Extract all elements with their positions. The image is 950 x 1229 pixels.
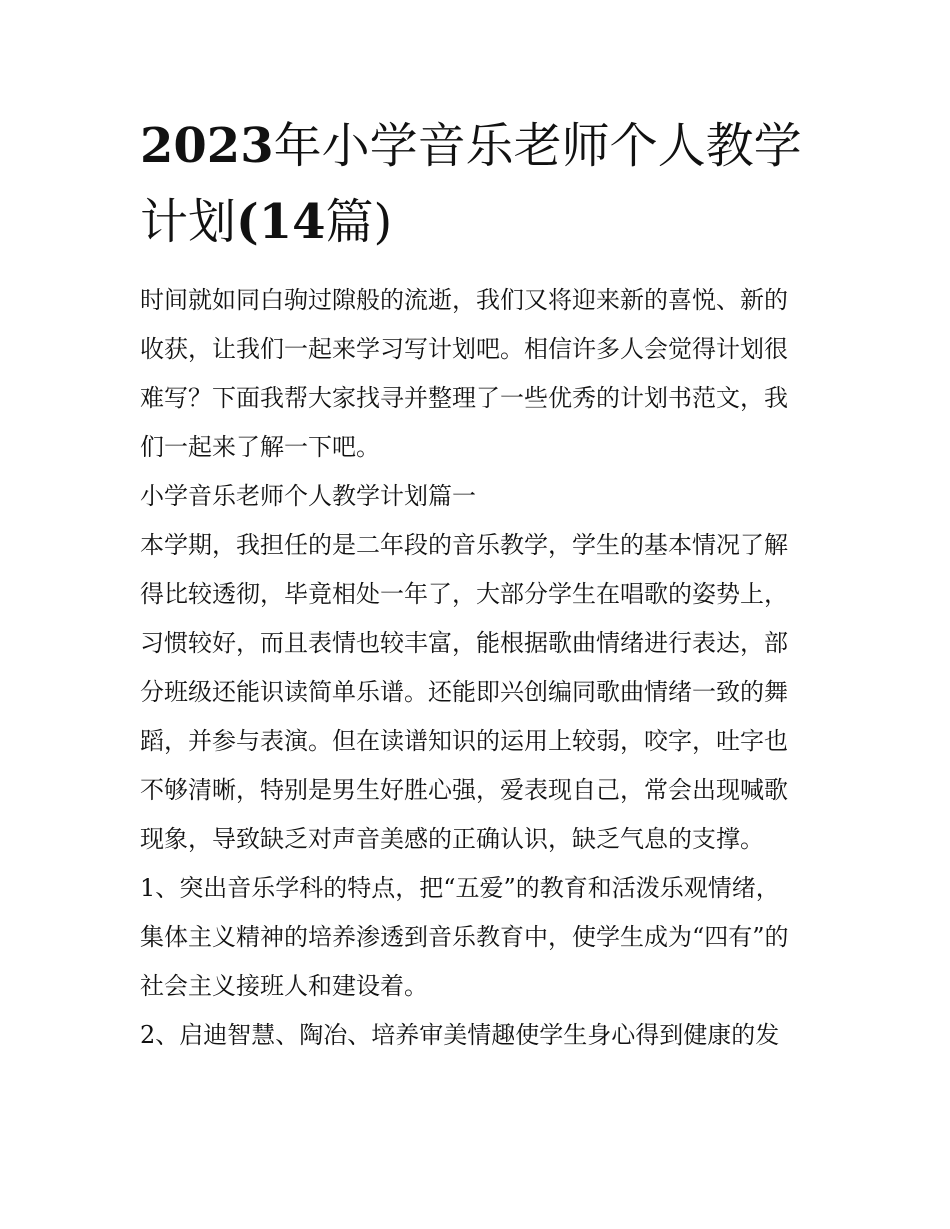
text-line: 分班级还能识读简单乐谱。还能即兴创编同歌曲情绪一致的舞 <box>140 678 788 706</box>
text-line: 小学音乐老师个人教学计划篇一 <box>140 482 476 510</box>
text-line: 时间就如同白驹过隙般的流逝，我们又将迎来新的喜悦、新的 <box>140 286 788 314</box>
situation-paragraph <box>140 521 820 864</box>
title-prefix-2: 计划 <box>140 194 237 250</box>
text-line: 蹈，并参与表演。但在读谱知识的运用上较弱，咬字，吐字也 <box>140 727 788 755</box>
title-line-1 <box>140 108 820 184</box>
list-item-2 <box>140 1011 820 1060</box>
title-text-1: 年小学音乐老师个人教学 <box>273 118 802 174</box>
text-line: 社会主义接班人和建设着。 <box>140 972 428 1000</box>
text-line: 习惯较好，而且表情也较丰富，能根据歌曲情绪进行表达，部 <box>140 629 788 657</box>
text-line: 集体主义精神的培养渗透到音乐教育中，使学生成为“四有”的 <box>140 923 789 951</box>
text-line: 收获，让我们一起来学习写计划吧。相信许多人会觉得计划很 <box>140 335 788 363</box>
text-line: 得比较透彻，毕竟相处一年了，大部分学生在唱歌的姿势上， <box>140 580 788 608</box>
section-heading <box>140 472 820 521</box>
text-line: 本学期，我担任的是二年段的音乐教学，学生的基本情况了解 <box>140 531 788 559</box>
intro-paragraph <box>140 276 820 472</box>
text-line: 1、突出音乐学科的特点，把“五爱”的教育和活泼乐观情绪， <box>140 874 780 902</box>
title-text-2: 篇) <box>325 194 393 250</box>
text-line: 们一起来了解一下吧。 <box>140 433 380 461</box>
text-line: 难写？下面我帮大家找寻并整理了一些优秀的计划书范文，我 <box>140 384 788 412</box>
document-title <box>140 108 820 260</box>
text-line: 现象，导致缺乏对声音美感的正确认识，缺乏气息的支撑。 <box>140 825 764 853</box>
title-year: 2023 <box>140 118 274 174</box>
title-line-2 <box>140 184 820 260</box>
text-line: 不够清晰，特别是男生好胜心强，爱表现自己，常会出现喊歌 <box>140 776 788 804</box>
list-item-1 <box>140 864 820 1011</box>
title-count: (14 <box>236 194 326 250</box>
text-line: 2、启迪智慧、陶冶、培养审美情趣使学生身心得到健康的发 <box>140 1021 780 1049</box>
document-body <box>140 276 820 1060</box>
